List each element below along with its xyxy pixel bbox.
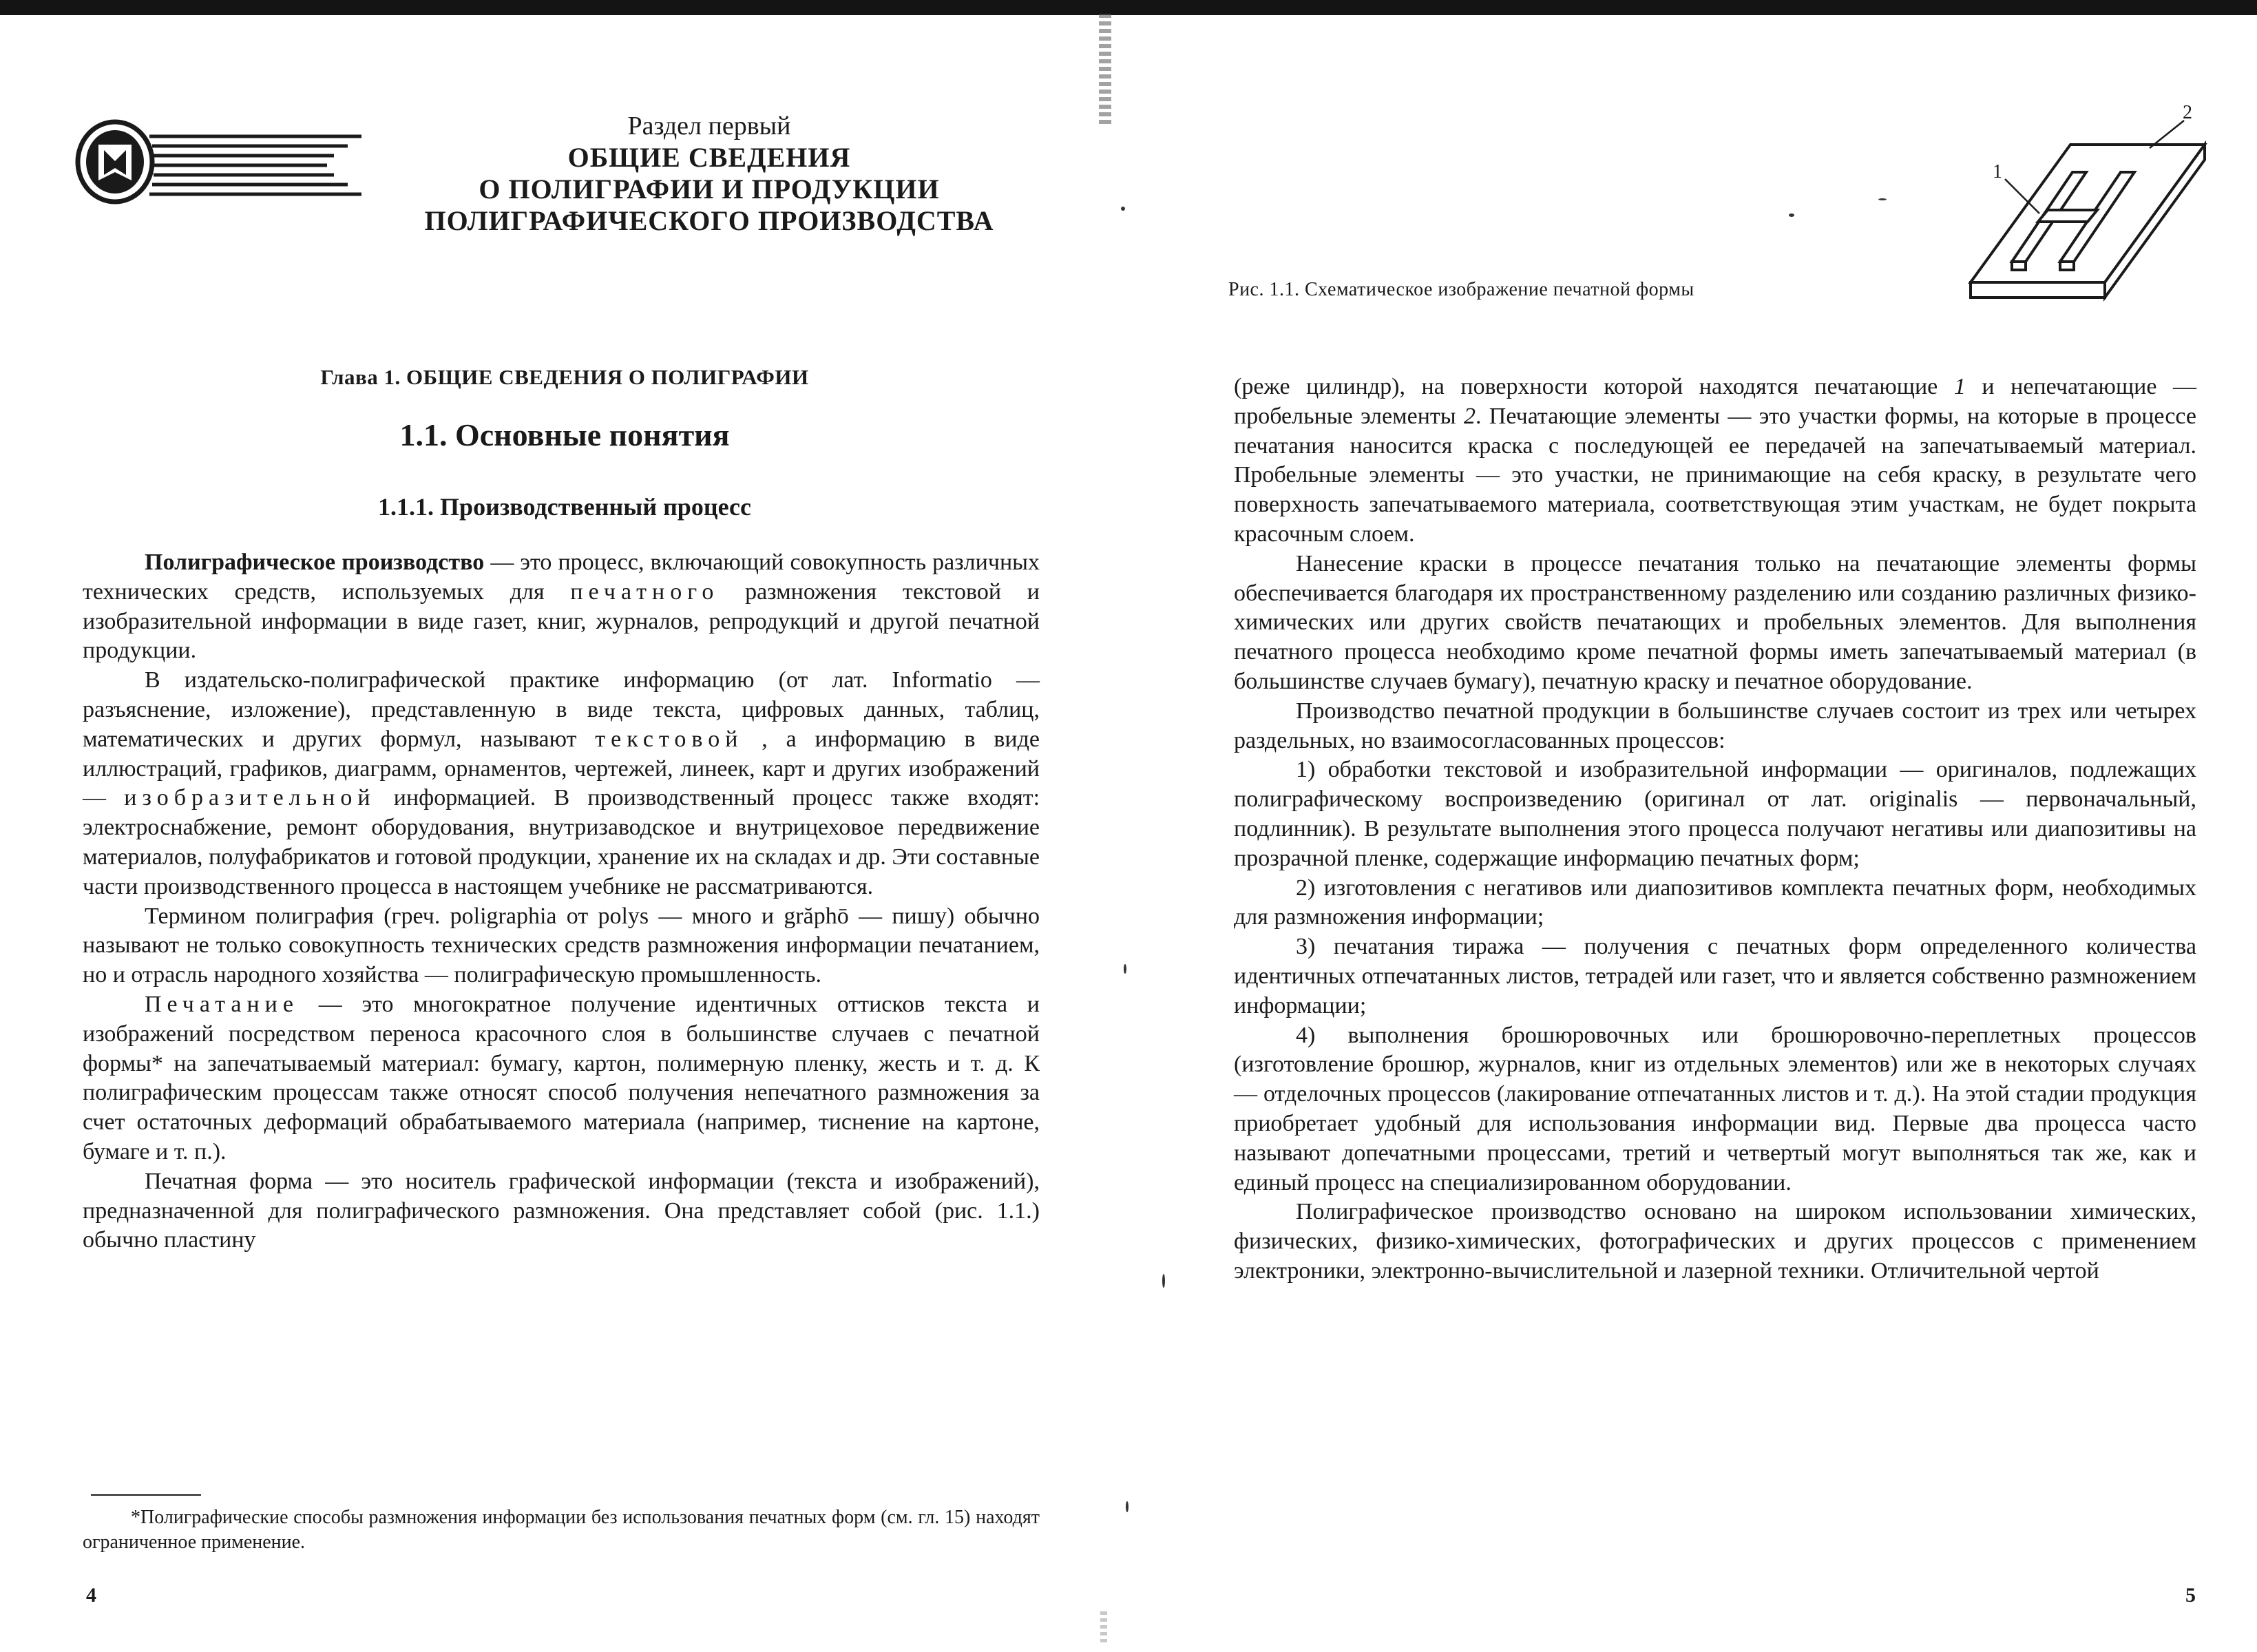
text-run: — это процесс, включающий совокупность различных технических средств, используемых для xyxy=(83,550,1040,605)
paragraph xyxy=(83,990,1040,1167)
chapter-heading: Глава 1. ОБЩИЕ СВЕДЕНИЯ О ПОЛИГРАФИИ xyxy=(320,365,809,389)
part-title-line-1: ОБЩИЕ СВЕДЕНИЯ xyxy=(567,142,851,173)
spaced-term: текстовой xyxy=(595,726,744,752)
section-heading: 1.1. Основные понятия xyxy=(399,417,730,452)
paragraph: Полиграфическое производство основано на широком использовании химических, физических, физико-химических, фотографических и других процессов с применением электроники, электронно-вычислительной и лазерной техники. Отличительной чертой xyxy=(1234,1199,2196,1284)
printing-plate-figure xyxy=(1922,96,2212,324)
footnote xyxy=(83,1505,1040,1555)
page-number: 5 xyxy=(2185,1584,2196,1607)
right-page xyxy=(1110,0,2257,1652)
paragraph: Нанесение краски в процессе печатания только на печатающие элементы формы обеспечивается благодаря их пространственному разделению или созданию различных физико-химических или других свойств печатающих и пробельных элементов. Для выполнения печатного процесса необходимо кроме печатной формы иметь запечатываемый материал (в большинстве случаев бумагу), печатную краску и печатное оборудование. xyxy=(1234,550,2196,694)
paragraph: Печатная форма — это носитель графической информации (текста и изображений), предназначенной для полиграфического размножения. Она представляет собой (рис. 1.1.) обычно пластину xyxy=(83,1168,1040,1253)
spaced-term: печатного xyxy=(570,578,720,605)
scan-speck xyxy=(1162,1274,1165,1288)
text-run: (реже цилиндр), на поверхности которой находятся печатающие xyxy=(1234,374,1954,399)
left-page-body xyxy=(83,548,1040,1255)
text-run: — это многократное получение идентичных оттисков текста и изображений посредством переноса красочного слоя в большинстве случаев с печатной формы* на запечатываемый материал: бумагу, картон, полимерную пленку, жесть и т. д. К полиграфическим процессам также относят способ получения непечатного размножения за счет остаточных деформаций обрабатываемого материала (например, тиснение на картоне, бумаге и т. п.). xyxy=(83,991,1040,1164)
term-bold: Полиграфическое производство xyxy=(145,550,485,575)
figure-caption: Рис. 1.1. Схематическое изображение печатной формы xyxy=(1228,279,1694,300)
publisher-logo-icon xyxy=(72,117,361,207)
scan-speck xyxy=(1789,213,1794,217)
paragraph: Термином полиграфия (греч. poligraphia от polys — много и grăphō — пишу) обычно называют не только совокупность технических средств размножения информации печатанием, но и отрасль народного хозяйства — полиграфическую промышленность. xyxy=(83,903,1040,988)
list-item: 3) печатания тиража — получения с печатных форм определенного количества идентичных отпечатанных листов, тетрадей или газет, что и является собственно размножением информации; xyxy=(1234,934,2196,1018)
spaced-term: изобразительной xyxy=(124,785,376,811)
scan-speck xyxy=(1124,964,1126,974)
scan-speck xyxy=(1121,207,1125,211)
list-item: 2) изготовления с негативов или диапозитивов комплекта печатных форм, необходимых для размножения информации; xyxy=(1234,875,2196,930)
text-run: размножения текстовой и изобразительной информации в виде газет, книг, журналов, репродукций и другой печатной продукции. xyxy=(83,578,1040,664)
paragraph: Производство печатной продукции в большинстве случаев состоит из трех или четырех раздельных, но взаимосогласованных процессов: xyxy=(1234,698,2196,753)
part-label: Раздел первый xyxy=(627,112,791,140)
text-run: В издательско-полиграфической практике информацию (от лат. Informatio — разъяснение, изложение), представленную в виде текста, цифровых данных, таблиц, математических и других формул, называют xyxy=(83,667,1040,752)
paragraph xyxy=(83,548,1040,666)
part-title-line-2: О ПОЛИГРАФИИ И ПРОДУКЦИИ xyxy=(479,174,940,205)
footnote-text: *Полиграфические способы размножения информации без использования печатных форм (см. гл. 15) находят ограниченное применение. xyxy=(83,1507,1040,1553)
text-run: и непечатающие — пробельные элементы xyxy=(1234,374,2196,429)
footnote-divider xyxy=(91,1494,201,1496)
paragraph xyxy=(83,666,1040,901)
part-heading xyxy=(386,110,1033,237)
text-run: . Печатающие элементы — это участки формы, на которые в процессе печатания наносится краска с последующей ее передачей на запечатываемый материал. Пробельные элементы — это участки, не принимающие на себя краску, в результате чего поверхность запечатываемого материала, соответствующая этим участкам, не будет покрыта красочным слоем. xyxy=(1234,403,2197,547)
list-item: 1) обработки текстовой и изобразительной информации — оригиналов, подлежащих полиграфическому воспроизведению (оригинал от лат. originalis — первоначальный, подлинник). В результате выполнения этого процесса получают негативы или диапозитивы на прозрачной пленке, содержащие информацию печатных форм; xyxy=(1234,757,2196,871)
text-run: информацией. В производственный процесс также входят: электроснабжение, ремонт оборудования, внутризаводское и внутрицеховое передвижение материалов, полуфабрикатов и готовой продукции, хранение их на складах и др. Эти составные части производственного процесса в настоящем учебнике не рассматриваются. xyxy=(83,785,1040,899)
spaced-term: Печатание xyxy=(145,991,299,1017)
right-page-body xyxy=(1234,373,2196,1286)
scan-speck xyxy=(1878,198,1887,200)
part-title-line-3: ПОЛИГРАФИЧЕСКОГО ПРОИЗВОДСТВА xyxy=(424,205,994,236)
text-run: , а информацию в виде иллюстраций, графиков, диаграмм, орнаментов, чертежей, линеек, карт и других изображений — xyxy=(83,726,1040,811)
list-item: 4) выполнения брошюровочных или брошюровочно-переплетных процессов (изготовление брошюр, журналов, книг из отдельных элементов) или же в некоторых случаях — отделочных процессов (лакирование отпечатанных листов и т. д.). На этой стадии продукция приобретает удобный для использования информации вид. Первые два процесса часто называют допечатными процессами, третий и четвертый могут выполняться так же, как и единый процесс на специализированном оборудовании. xyxy=(1234,1022,2196,1195)
figure-ref-1: 1 xyxy=(1953,374,1966,399)
figure-label-2: 2 xyxy=(2183,102,2192,123)
paragraph xyxy=(1234,373,2196,550)
scan-speck xyxy=(1126,1501,1128,1512)
figure-ref-2: 2 xyxy=(1463,403,1476,429)
page-number: 4 xyxy=(86,1584,96,1607)
subsection-heading: 1.1.1. Производственный процесс xyxy=(378,493,751,521)
left-page xyxy=(0,0,1102,1652)
figure-label-1: 1 xyxy=(1993,161,2002,182)
